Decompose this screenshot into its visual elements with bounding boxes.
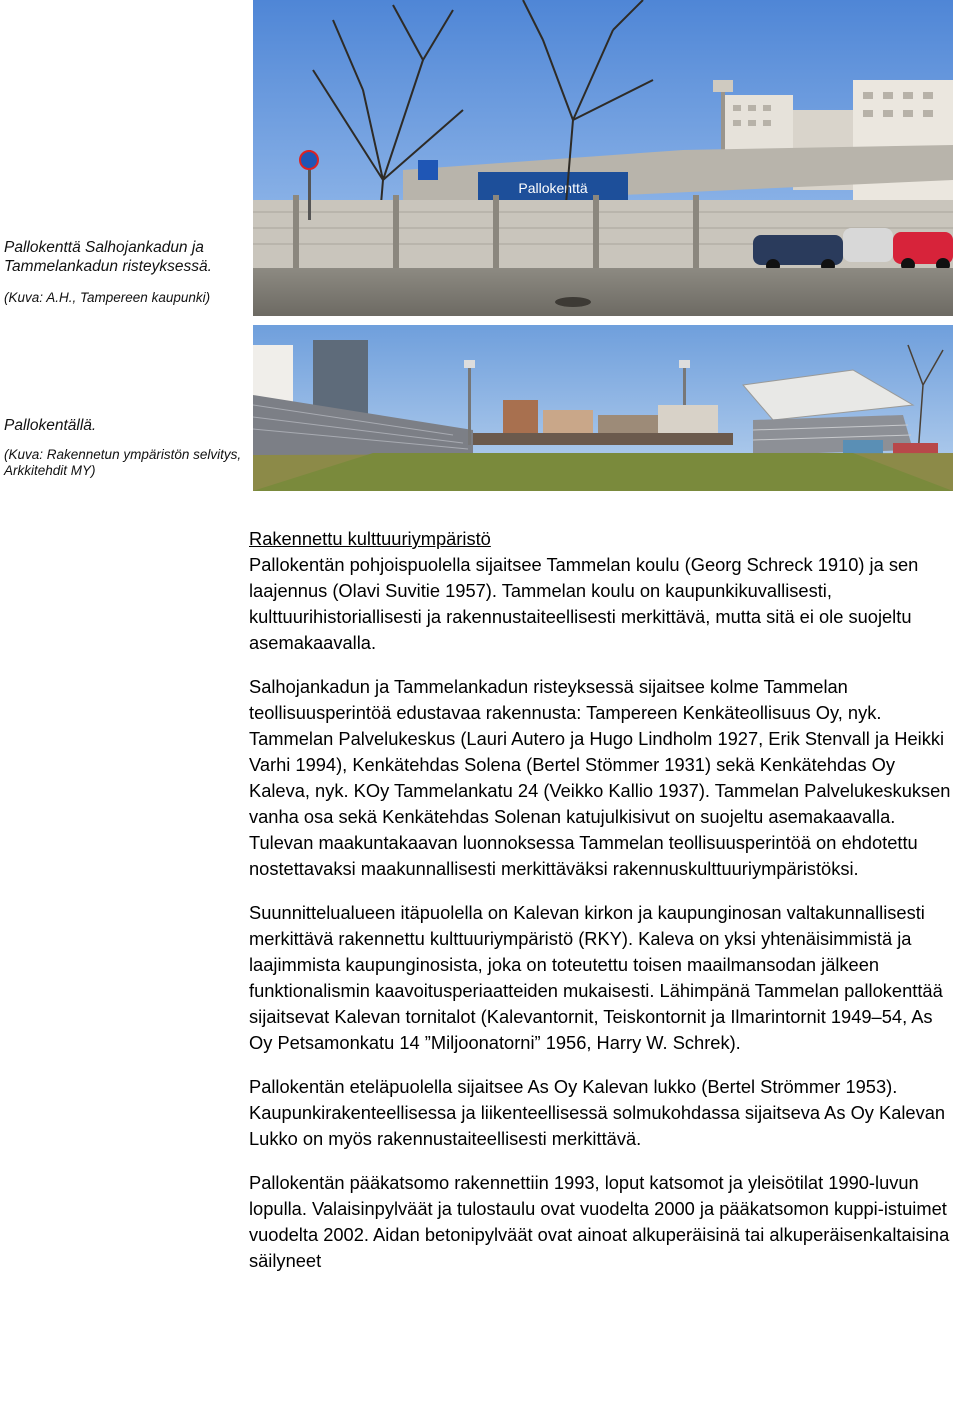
stadium-street-photo <box>253 0 953 316</box>
figure1-caption-credit: (Kuva: A.H., Tampereen kaupunki) <box>4 290 211 305</box>
stadium-sign-text: Pallokenttä <box>518 180 588 196</box>
main-text <box>249 526 954 1292</box>
figure1-caption <box>4 238 244 306</box>
paragraph-2: Salhojankadun ja Tammelankadun risteyksessä sijaitsee kolme Tammelan teollisuusperintöä edustavaa rakennusta: Tampereen Kenkäteollisuus Oy, nyk. Tammelan Palvelukeskus (Lauri Autero ja Hugo Lindholm 1927, Erik Stenvall ja Heikki Varhi 1994), Kenkätehdas Solena (Bertel Stömmer 1931) sekä Kenkätehdas Oy Kaleva, nyk. KOy Tammelankatu 24 (Veikko Kallio 1937). Tammelan Palvelukeskuksen vanha osa sekä Kenkätehdas Solenan katujulkisivut on suojeltu asemakaavalla. Tulevan maakuntakaavan luonnoksessa Tammelan teollisuusperintöä on ehdotettu nostettavaksi maakunnallisesti merkittäväksi rakennuskulttuuriympäristöksi. <box>249 676 951 879</box>
paragraph-5: Pallokentän pääkatsomo rakennettiin 1993, loput katsomot ja yleisötilat 1990-luvun lopulla. Valaisinpylväät ja tulostaulu ovat vuodelta 2000 ja pääkatsomon kuppi-istuimet vuodelta 2002. Aidan betonipylväät ovat ainoat alkuperäisinä tai alkuperäisenkaltaisina säilyneet <box>249 1172 950 1271</box>
paragraph-1 <box>249 526 954 656</box>
paragraph-4: Pallokentän eteläpuolella sijaitsee As Oy Kalevan lukko (Bertel Strömmer 1953). Kaupunkirakenteellisessa ja liikenteellisessä solmukohdassa sijaitseva As Oy Kalevan Lukko on myös rakennustaiteellisesti merkittävä. <box>249 1076 946 1149</box>
figure2-caption <box>4 416 244 479</box>
paragraph-1-text: Pallokentän pohjoispuolella sijaitsee Tammelan koulu (Georg Schreck 1910) ja sen laajennus (Olavi Suvitie 1957). Tammelan koulu on kaupunkikuvallisesti, kulttuurihistoriallisesti ja rakennustaiteellisesti merkittävä, mutta sitä ei ole suojeltu asemakaavalla. <box>249 554 919 653</box>
stadium-panorama-photo <box>253 325 953 491</box>
figure1-caption-title: Pallokenttä Salhojankadun ja Tammelankadun risteyksessä. <box>4 239 212 275</box>
section-heading: Rakennettu kulttuuriympäristö <box>249 528 491 549</box>
figure2-caption-title: Pallokentällä. <box>4 417 97 434</box>
paragraph-3: Suunnittelualueen itäpuolella on Kalevan kirkon ja kaupunginosan valtakunnallisesti merkittävä rakennettu kulttuuriympäristö (RKY). Kaleva on yksi yhtenäisimmistä ja laajimmista kaupunginosista, joka on toteutettu toisen maailmansodan jälkeen funktionalismin kaavoitusperiaatteiden mukaisesti. Lähimpänä Tammelan pallokenttää sijaitsevat Kalevan tornitalot (Kalevantornit, Teiskontornit ja Ilmarintornit 1949–54, As Oy Petsamonkatu 14 ”Miljoonatorni” 1956, Harry W. Schrek). <box>249 902 943 1053</box>
figure2-caption-credit: (Kuva: Rakennetun ympäristön selvitys, Arkkitehdit MY) <box>4 447 242 478</box>
